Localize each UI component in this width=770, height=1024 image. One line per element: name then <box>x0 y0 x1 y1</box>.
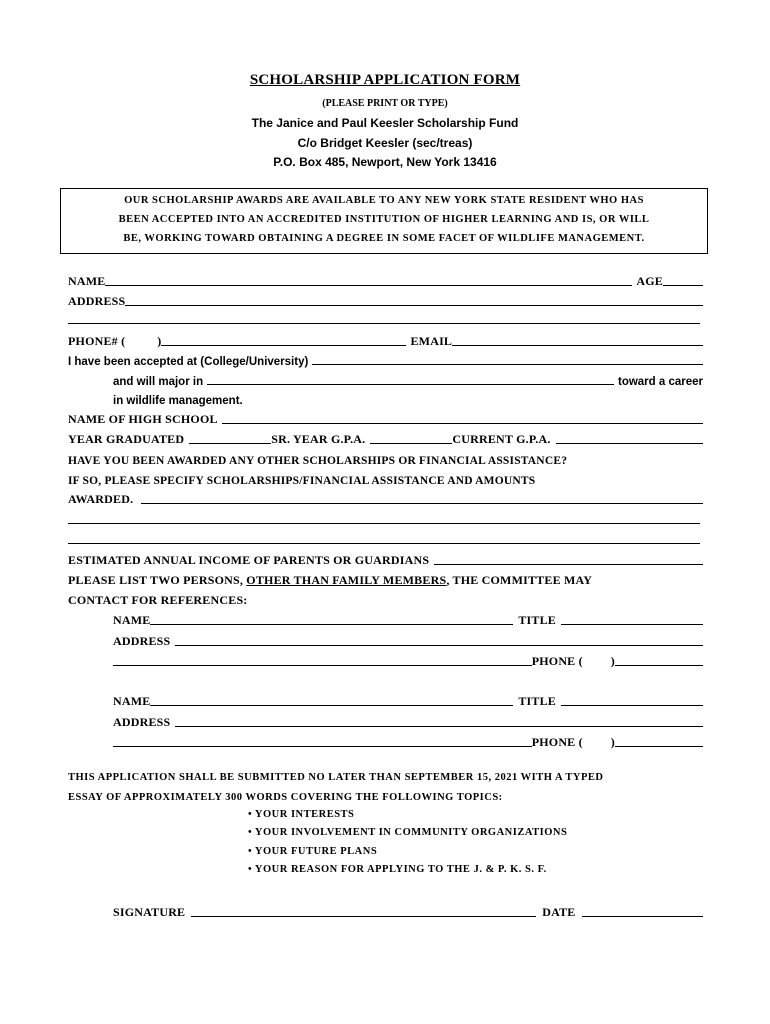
references-intro-row-2 <box>68 590 703 608</box>
reference-2-address-line-2-field[interactable] <box>113 733 532 747</box>
awarded-label: AWARDED. <box>68 492 134 506</box>
topic-reason: • YOUR REASON FOR APPLYING TO THE J. & P. K. S. F. <box>248 864 547 875</box>
reference-2-title-field[interactable] <box>561 692 703 706</box>
reference-2-name-label: NAME <box>113 694 151 708</box>
email-label: EMAIL <box>410 334 453 348</box>
age-label: AGE <box>636 274 663 288</box>
address-row <box>68 291 703 309</box>
awarded-line-2-field[interactable] <box>68 523 700 524</box>
career-label: toward a career <box>617 376 703 388</box>
reference-2-phone-row <box>113 732 703 750</box>
income-field[interactable] <box>434 551 703 565</box>
year-graduated-field[interactable] <box>189 430 271 444</box>
name-field[interactable] <box>105 272 632 286</box>
signature-row <box>113 902 703 920</box>
age-field[interactable] <box>663 272 703 286</box>
references-intro-pre: PLEASE LIST TWO PERSONS, <box>68 573 247 587</box>
reference-1-phone-label: PHONE ( <box>531 654 583 668</box>
specify-row <box>68 469 703 487</box>
submission-line-2: ESSAY OF APPROXIMATELY 300 WORDS COVERING THE FOLLOWING TOPICS: <box>68 792 503 803</box>
signature-label: SIGNATURE <box>113 905 186 919</box>
submission-line-1: THIS APPLICATION SHALL BE SUBMITTED NO LATER THAN SEPTEMBER 15, 2021 WITH A TYPED <box>68 772 604 783</box>
fund-address: P.O. Box 485, Newport, New York 13416 <box>273 155 497 169</box>
current-gpa-field[interactable] <box>556 430 703 444</box>
current-gpa-label: CURRENT G.P.A. <box>452 432 551 446</box>
phone-close-paren: ) <box>157 334 162 348</box>
date-field[interactable] <box>582 903 703 917</box>
references-intro-text <box>68 573 592 588</box>
reference-1-address-row <box>113 631 703 649</box>
reference-2-name-row <box>113 691 703 709</box>
phone-label: PHONE# ( <box>68 334 126 348</box>
reference-1-title-label: TITLE <box>518 613 556 627</box>
eligibility-notice-box <box>60 188 708 254</box>
phone-email-row <box>68 331 703 349</box>
major-row <box>113 370 703 388</box>
awarded-row <box>68 489 703 507</box>
other-awards-question: HAVE YOU BEEN AWARDED ANY OTHER SCHOLARSHIPS OR FINANCIAL ASSISTANCE? <box>68 455 568 467</box>
career-field-text: in wildlife management. <box>113 395 243 407</box>
phone-field[interactable] <box>161 332 406 346</box>
awarded-line-3-field[interactable] <box>68 543 700 544</box>
gpa-row <box>68 429 703 447</box>
specify-instruction: IF SO, PLEASE SPECIFY SCHOLARSHIPS/FINANCIAL ASSISTANCE AND AMOUNTS <box>68 475 536 487</box>
reference-1-address-field[interactable] <box>175 632 703 646</box>
reference-2-name-field[interactable] <box>150 692 513 706</box>
high-school-row <box>68 409 703 427</box>
high-school-label: NAME OF HIGH SCHOOL <box>68 412 218 426</box>
reference-2-title-label: TITLE <box>518 694 556 708</box>
reference-1-phone-field[interactable] <box>615 652 703 666</box>
address-line-2-field[interactable] <box>68 323 700 324</box>
reference-2-address-row <box>113 712 703 730</box>
other-awards-row <box>68 449 703 467</box>
signature-field[interactable] <box>191 903 536 917</box>
sr-gpa-label: SR. YEAR G.P.A. <box>271 432 366 446</box>
address-label: ADDRESS <box>68 294 126 308</box>
career-field-row <box>113 389 703 407</box>
college-field[interactable] <box>312 351 703 365</box>
sr-gpa-field[interactable] <box>370 430 452 444</box>
form-title: SCHOLARSHIP APPLICATION FORM <box>249 72 521 88</box>
reference-1-name-field[interactable] <box>150 611 513 625</box>
references-intro-line-2: CONTACT FOR REFERENCES: <box>68 593 248 607</box>
reference-1-address-label: ADDRESS <box>113 634 171 648</box>
fund-name: The Janice and Paul Keesler Scholarship Fund <box>251 116 519 130</box>
topic-community: • YOUR INVOLVEMENT IN COMMUNITY ORGANIZATIONS <box>248 827 568 838</box>
college-row <box>68 350 703 368</box>
notice-line-3: BE, WORKING TOWARD OBTAINING A DEGREE IN SOME FACET OF WILDLIFE MANAGEMENT. <box>123 233 645 244</box>
name-label: NAME <box>68 274 106 288</box>
topic-future-plans: • YOUR FUTURE PLANS <box>248 846 378 857</box>
references-intro-post: , THE COMMITTEE MAY <box>446 573 593 587</box>
reference-2-address-field[interactable] <box>175 713 703 727</box>
reference-1-name-label: NAME <box>113 613 151 627</box>
notice-line-2: BEEN ACCEPTED INTO AN ACCREDITED INSTITUTION OF HIGHER LEARNING AND IS, OR WILL <box>118 214 650 225</box>
reference-1-title-field[interactable] <box>561 611 703 625</box>
care-of-line: C/o Bridget Keesler (sec/treas) <box>297 136 473 150</box>
reference-1-phone-row <box>113 651 703 669</box>
reference-1-phone-close-paren: ) <box>610 654 615 668</box>
reference-1-name-row <box>113 610 703 628</box>
year-graduated-label: YEAR GRADUATED <box>68 432 185 446</box>
reference-2-phone-close-paren: ) <box>610 735 615 749</box>
address-field[interactable] <box>125 292 703 306</box>
date-label: DATE <box>542 905 576 919</box>
income-label: ESTIMATED ANNUAL INCOME OF PARENTS OR GUARDIANS <box>68 553 430 567</box>
major-label: and will major in <box>113 376 204 388</box>
name-age-row <box>68 271 703 289</box>
major-field[interactable] <box>207 371 614 385</box>
high-school-field[interactable] <box>222 410 703 424</box>
references-intro-row <box>68 570 703 588</box>
email-field[interactable] <box>452 332 703 346</box>
awarded-field[interactable] <box>141 490 703 504</box>
reference-2-phone-field[interactable] <box>615 733 703 747</box>
income-row <box>68 550 703 568</box>
college-label: I have been accepted at (College/University) <box>68 356 309 368</box>
reference-2-address-label: ADDRESS <box>113 715 171 729</box>
reference-2-phone-label: PHONE ( <box>531 735 583 749</box>
references-intro-underlined: OTHER THAN FAMILY MEMBERS <box>246 573 447 587</box>
notice-line-1: OUR SCHOLARSHIP AWARDS ARE AVAILABLE TO ANY NEW YORK STATE RESIDENT WHO HAS <box>124 195 644 206</box>
reference-1-address-line-2-field[interactable] <box>113 652 532 666</box>
form-subtitle: (PLEASE PRINT OR TYPE) <box>322 98 448 109</box>
topic-interests: • YOUR INTERESTS <box>248 809 355 820</box>
